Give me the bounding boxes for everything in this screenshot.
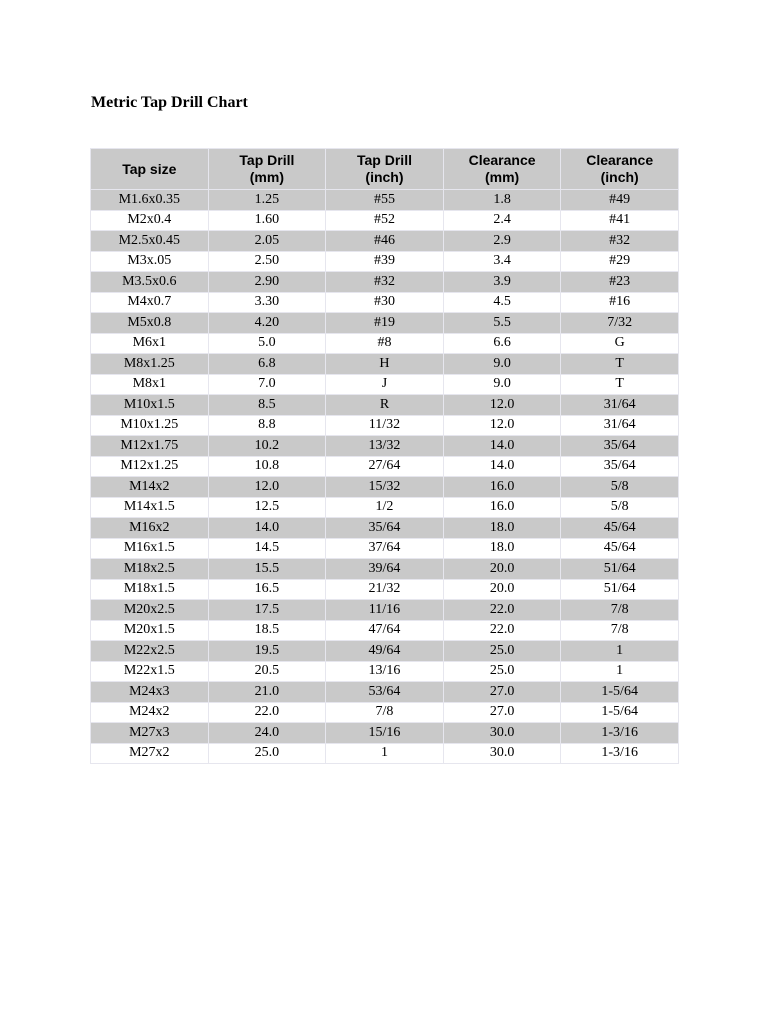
cell-clearance-inch: 1 bbox=[561, 661, 679, 682]
cell-tap-size: M20x2.5 bbox=[91, 600, 209, 621]
cell-clearance-inch: T bbox=[561, 354, 679, 375]
cell-tap-size: M27x2 bbox=[91, 743, 209, 764]
cell-tap-size: M24x3 bbox=[91, 682, 209, 703]
header-tap-drill-mm bbox=[208, 149, 326, 190]
cell-tap-drill-inch: 1 bbox=[326, 743, 444, 764]
cell-clearance-inch: 7/32 bbox=[561, 313, 679, 334]
cell-tap-drill-mm: 14.5 bbox=[208, 538, 326, 559]
cell-clearance-mm: 12.0 bbox=[443, 395, 561, 416]
cell-tap-drill-inch: 1/2 bbox=[326, 497, 444, 518]
cell-tap-size: M2.5x0.45 bbox=[91, 231, 209, 252]
cell-clearance-mm: 14.0 bbox=[443, 436, 561, 457]
table-row bbox=[91, 374, 679, 395]
cell-tap-size: M3x.05 bbox=[91, 251, 209, 272]
table-row bbox=[91, 477, 679, 498]
cell-clearance-inch: 51/64 bbox=[561, 579, 679, 600]
cell-tap-size: M1.6x0.35 bbox=[91, 190, 209, 211]
cell-clearance-mm: 27.0 bbox=[443, 682, 561, 703]
cell-clearance-inch: 5/8 bbox=[561, 477, 679, 498]
cell-tap-drill-inch: 49/64 bbox=[326, 641, 444, 662]
table-row bbox=[91, 518, 679, 539]
table-row bbox=[91, 313, 679, 334]
cell-tap-drill-inch: 11/32 bbox=[326, 415, 444, 436]
cell-clearance-mm: 27.0 bbox=[443, 702, 561, 723]
cell-tap-drill-mm: 14.0 bbox=[208, 518, 326, 539]
cell-clearance-inch: 45/64 bbox=[561, 518, 679, 539]
cell-tap-drill-mm: 1.60 bbox=[208, 210, 326, 231]
cell-tap-drill-mm: 17.5 bbox=[208, 600, 326, 621]
cell-clearance-mm: 1.8 bbox=[443, 190, 561, 211]
cell-clearance-mm: 9.0 bbox=[443, 374, 561, 395]
cell-clearance-mm: 25.0 bbox=[443, 641, 561, 662]
header-clearance-mm-line1: Clearance bbox=[468, 152, 536, 168]
cell-clearance-mm: 14.0 bbox=[443, 456, 561, 477]
cell-tap-drill-inch: 39/64 bbox=[326, 559, 444, 580]
cell-clearance-inch: 7/8 bbox=[561, 620, 679, 641]
cell-clearance-inch: #32 bbox=[561, 231, 679, 252]
table-row bbox=[91, 251, 679, 272]
cell-tap-drill-mm: 6.8 bbox=[208, 354, 326, 375]
page-title: Metric Tap Drill Chart bbox=[91, 94, 248, 111]
cell-tap-drill-inch: 11/16 bbox=[326, 600, 444, 621]
table-row bbox=[91, 743, 679, 764]
tap-drill-table bbox=[90, 148, 679, 764]
cell-tap-size: M20x1.5 bbox=[91, 620, 209, 641]
cell-clearance-inch: 31/64 bbox=[561, 395, 679, 416]
table-header-row bbox=[91, 149, 679, 190]
cell-tap-drill-mm: 7.0 bbox=[208, 374, 326, 395]
cell-tap-drill-inch: 7/8 bbox=[326, 702, 444, 723]
cell-clearance-mm: 2.4 bbox=[443, 210, 561, 231]
table-row bbox=[91, 620, 679, 641]
cell-tap-drill-inch: 15/32 bbox=[326, 477, 444, 498]
table-row bbox=[91, 210, 679, 231]
cell-tap-drill-mm: 20.5 bbox=[208, 661, 326, 682]
cell-clearance-inch: 1-3/16 bbox=[561, 743, 679, 764]
cell-tap-drill-mm: 24.0 bbox=[208, 723, 326, 744]
cell-clearance-inch: 31/64 bbox=[561, 415, 679, 436]
cell-clearance-inch: 1-5/64 bbox=[561, 702, 679, 723]
cell-tap-drill-mm: 19.5 bbox=[208, 641, 326, 662]
cell-tap-drill-mm: 25.0 bbox=[208, 743, 326, 764]
cell-tap-drill-mm: 15.5 bbox=[208, 559, 326, 580]
table-row bbox=[91, 538, 679, 559]
cell-clearance-mm: 2.9 bbox=[443, 231, 561, 252]
cell-tap-drill-inch: #39 bbox=[326, 251, 444, 272]
cell-tap-size: M5x0.8 bbox=[91, 313, 209, 334]
cell-tap-drill-inch: #46 bbox=[326, 231, 444, 252]
cell-tap-drill-inch: J bbox=[326, 374, 444, 395]
table-row bbox=[91, 497, 679, 518]
cell-clearance-mm: 12.0 bbox=[443, 415, 561, 436]
header-tap-size bbox=[91, 149, 209, 190]
cell-clearance-inch: #16 bbox=[561, 292, 679, 313]
cell-tap-drill-mm: 22.0 bbox=[208, 702, 326, 723]
cell-tap-drill-mm: 10.2 bbox=[208, 436, 326, 457]
cell-tap-drill-mm: 16.5 bbox=[208, 579, 326, 600]
cell-tap-size: M4x0.7 bbox=[91, 292, 209, 313]
cell-tap-drill-mm: 12.0 bbox=[208, 477, 326, 498]
cell-tap-drill-mm: 5.0 bbox=[208, 333, 326, 354]
cell-tap-size: M22x2.5 bbox=[91, 641, 209, 662]
table-row bbox=[91, 436, 679, 457]
header-tap-size-label: Tap size bbox=[122, 160, 177, 177]
header-tap-drill-inch-line1: Tap Drill bbox=[357, 152, 412, 168]
cell-tap-drill-mm: 21.0 bbox=[208, 682, 326, 703]
header-tap-drill-mm-line1: Tap Drill bbox=[239, 152, 295, 168]
cell-tap-drill-inch: H bbox=[326, 354, 444, 375]
cell-clearance-inch: G bbox=[561, 333, 679, 354]
cell-tap-drill-inch: R bbox=[326, 395, 444, 416]
table-row bbox=[91, 272, 679, 293]
table-row bbox=[91, 641, 679, 662]
table-body bbox=[91, 190, 679, 764]
cell-tap-drill-mm: 2.05 bbox=[208, 231, 326, 252]
cell-clearance-mm: 30.0 bbox=[443, 743, 561, 764]
cell-clearance-mm: 25.0 bbox=[443, 661, 561, 682]
cell-clearance-mm: 22.0 bbox=[443, 600, 561, 621]
table-row bbox=[91, 415, 679, 436]
header-tap-drill-inch bbox=[326, 149, 444, 190]
cell-clearance-inch: 45/64 bbox=[561, 538, 679, 559]
cell-tap-drill-inch: 47/64 bbox=[326, 620, 444, 641]
cell-clearance-mm: 30.0 bbox=[443, 723, 561, 744]
cell-clearance-mm: 18.0 bbox=[443, 518, 561, 539]
cell-tap-drill-inch: #19 bbox=[326, 313, 444, 334]
table-row bbox=[91, 559, 679, 580]
cell-tap-size: M16x1.5 bbox=[91, 538, 209, 559]
table-row bbox=[91, 190, 679, 211]
table-row bbox=[91, 456, 679, 477]
cell-tap-drill-mm: 18.5 bbox=[208, 620, 326, 641]
cell-tap-size: M10x1.5 bbox=[91, 395, 209, 416]
table-row bbox=[91, 354, 679, 375]
header-clearance-mm-line2: (mm) bbox=[484, 169, 520, 185]
cell-tap-drill-inch: #8 bbox=[326, 333, 444, 354]
table-row bbox=[91, 292, 679, 313]
cell-tap-drill-inch: 13/32 bbox=[326, 436, 444, 457]
header-clearance-inch bbox=[561, 149, 679, 190]
cell-clearance-inch: #29 bbox=[561, 251, 679, 272]
cell-tap-drill-inch: #32 bbox=[326, 272, 444, 293]
cell-clearance-mm: 18.0 bbox=[443, 538, 561, 559]
cell-clearance-mm: 20.0 bbox=[443, 559, 561, 580]
cell-clearance-inch: T bbox=[561, 374, 679, 395]
table-row bbox=[91, 723, 679, 744]
header-clearance-mm bbox=[443, 149, 561, 190]
cell-tap-size: M14x1.5 bbox=[91, 497, 209, 518]
cell-clearance-inch: 35/64 bbox=[561, 436, 679, 457]
cell-clearance-inch: #41 bbox=[561, 210, 679, 231]
cell-tap-drill-mm: 8.5 bbox=[208, 395, 326, 416]
header-tap-drill-inch-line2: (inch) bbox=[365, 169, 404, 185]
table-row bbox=[91, 579, 679, 600]
cell-tap-drill-mm: 8.8 bbox=[208, 415, 326, 436]
cell-tap-size: M3.5x0.6 bbox=[91, 272, 209, 293]
cell-clearance-mm: 22.0 bbox=[443, 620, 561, 641]
cell-clearance-mm: 3.9 bbox=[443, 272, 561, 293]
cell-tap-drill-inch: #30 bbox=[326, 292, 444, 313]
cell-tap-drill-mm: 2.90 bbox=[208, 272, 326, 293]
table-row bbox=[91, 702, 679, 723]
cell-clearance-mm: 16.0 bbox=[443, 497, 561, 518]
cell-clearance-inch: #23 bbox=[561, 272, 679, 293]
cell-tap-size: M8x1 bbox=[91, 374, 209, 395]
cell-tap-size: M18x1.5 bbox=[91, 579, 209, 600]
cell-tap-drill-mm: 1.25 bbox=[208, 190, 326, 211]
table-row bbox=[91, 600, 679, 621]
header-clearance-inch-line1: Clearance bbox=[586, 152, 654, 168]
cell-tap-drill-inch: 27/64 bbox=[326, 456, 444, 477]
header-clearance-inch-line2: (inch) bbox=[600, 169, 639, 185]
cell-tap-drill-mm: 3.30 bbox=[208, 292, 326, 313]
cell-tap-drill-inch: 53/64 bbox=[326, 682, 444, 703]
cell-tap-size: M8x1.25 bbox=[91, 354, 209, 375]
cell-tap-drill-mm: 12.5 bbox=[208, 497, 326, 518]
cell-tap-drill-inch: #52 bbox=[326, 210, 444, 231]
cell-tap-drill-inch: 37/64 bbox=[326, 538, 444, 559]
cell-tap-size: M24x2 bbox=[91, 702, 209, 723]
cell-clearance-inch: 1-3/16 bbox=[561, 723, 679, 744]
cell-tap-size: M22x1.5 bbox=[91, 661, 209, 682]
cell-tap-size: M18x2.5 bbox=[91, 559, 209, 580]
cell-tap-size: M2x0.4 bbox=[91, 210, 209, 231]
cell-tap-size: M10x1.25 bbox=[91, 415, 209, 436]
cell-tap-size: M6x1 bbox=[91, 333, 209, 354]
cell-clearance-inch: 1-5/64 bbox=[561, 682, 679, 703]
cell-tap-drill-inch: 35/64 bbox=[326, 518, 444, 539]
table-row bbox=[91, 395, 679, 416]
cell-clearance-mm: 16.0 bbox=[443, 477, 561, 498]
cell-tap-drill-mm: 2.50 bbox=[208, 251, 326, 272]
cell-tap-drill-mm: 4.20 bbox=[208, 313, 326, 334]
cell-clearance-mm: 9.0 bbox=[443, 354, 561, 375]
cell-clearance-inch: 51/64 bbox=[561, 559, 679, 580]
cell-clearance-inch: 1 bbox=[561, 641, 679, 662]
table-row bbox=[91, 682, 679, 703]
cell-tap-drill-mm: 10.8 bbox=[208, 456, 326, 477]
cell-tap-drill-inch: 13/16 bbox=[326, 661, 444, 682]
cell-clearance-mm: 3.4 bbox=[443, 251, 561, 272]
cell-tap-size: M12x1.25 bbox=[91, 456, 209, 477]
cell-tap-size: M16x2 bbox=[91, 518, 209, 539]
cell-clearance-mm: 20.0 bbox=[443, 579, 561, 600]
cell-clearance-inch: 35/64 bbox=[561, 456, 679, 477]
cell-tap-size: M27x3 bbox=[91, 723, 209, 744]
cell-tap-drill-inch: 15/16 bbox=[326, 723, 444, 744]
cell-tap-drill-inch: 21/32 bbox=[326, 579, 444, 600]
cell-clearance-inch: 7/8 bbox=[561, 600, 679, 621]
cell-clearance-inch: 5/8 bbox=[561, 497, 679, 518]
header-tap-drill-mm-line2: (mm) bbox=[249, 169, 284, 185]
cell-tap-size: M12x1.75 bbox=[91, 436, 209, 457]
table-row bbox=[91, 661, 679, 682]
cell-clearance-mm: 4.5 bbox=[443, 292, 561, 313]
cell-clearance-inch: #49 bbox=[561, 190, 679, 211]
cell-clearance-mm: 5.5 bbox=[443, 313, 561, 334]
cell-clearance-mm: 6.6 bbox=[443, 333, 561, 354]
cell-tap-drill-inch: #55 bbox=[326, 190, 444, 211]
cell-tap-size: M14x2 bbox=[91, 477, 209, 498]
table-row bbox=[91, 333, 679, 354]
table-row bbox=[91, 231, 679, 252]
